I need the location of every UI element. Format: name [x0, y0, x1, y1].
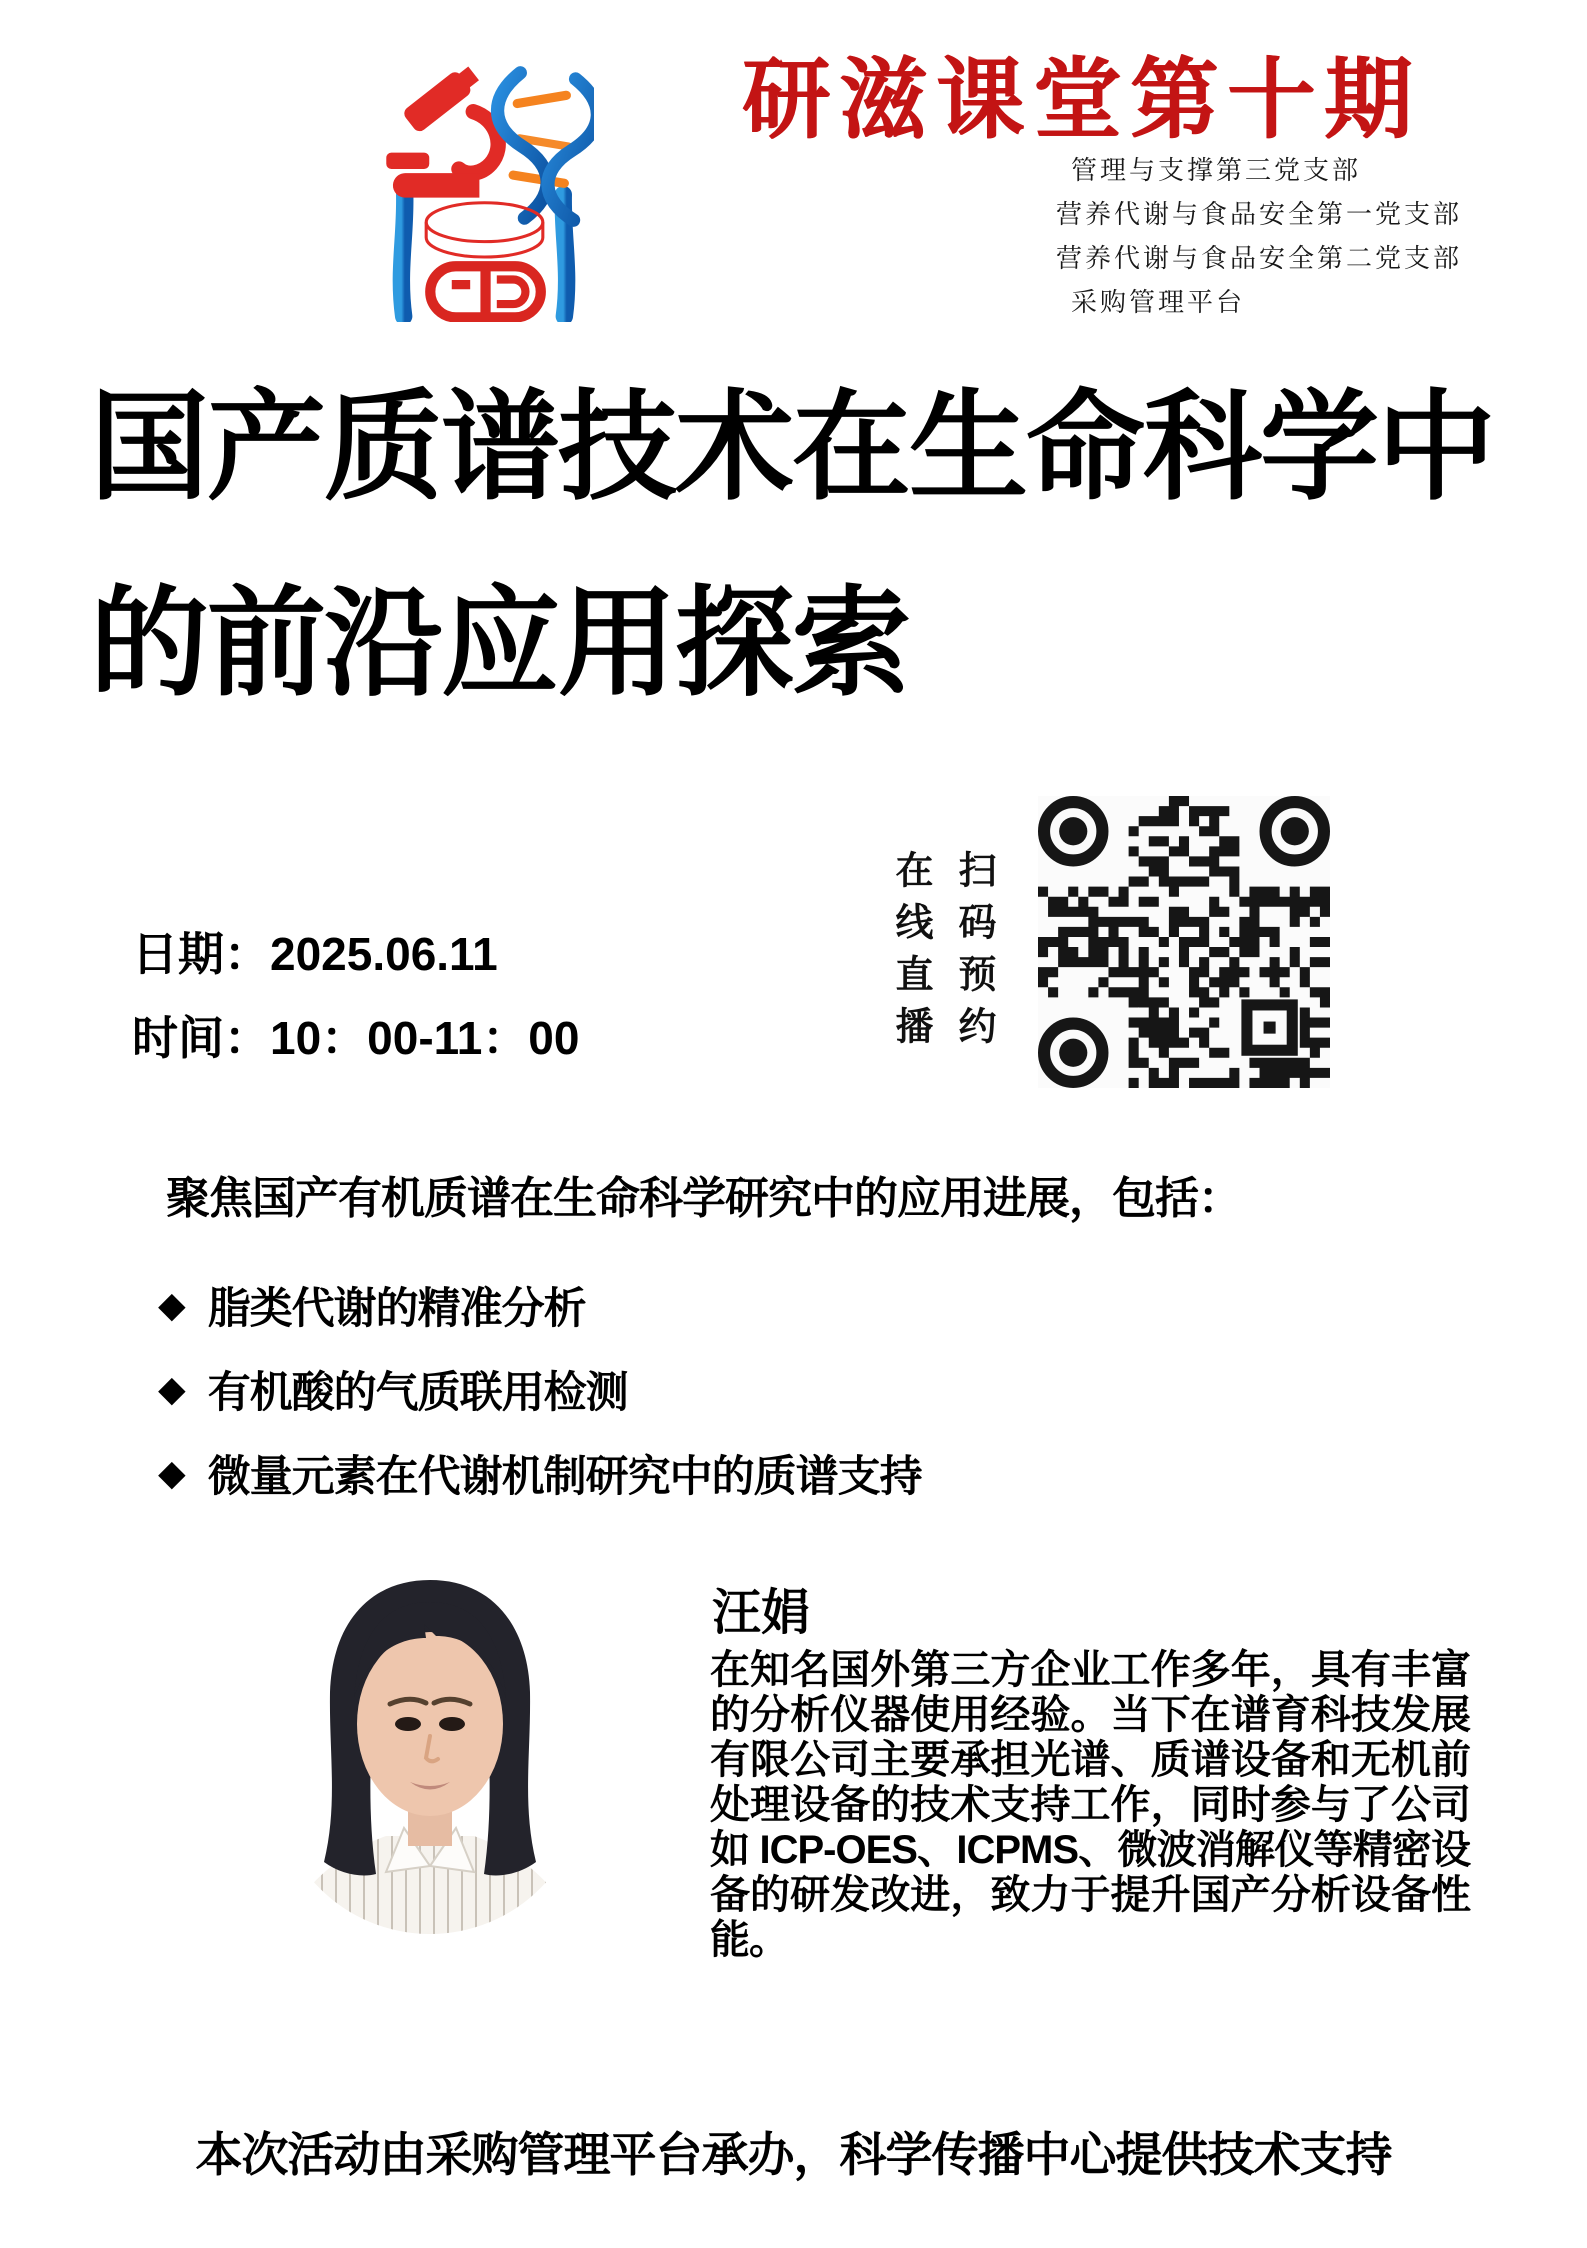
qr-captions: [878, 850, 1004, 1090]
qr-caption-scan: 扫码预约: [952, 850, 994, 1058]
footer-credit: 本次活动由采购管理平台承办，科学传播中心提供技术支持: [195, 2128, 1392, 2181]
poster-title-line2: 的前沿应用探索: [90, 577, 909, 710]
poster-title-line1: 国产质谱技术在生命科学中: [90, 381, 1494, 514]
organizer-item: 营养代谢与食品安全第二党支部: [1056, 243, 1463, 273]
dna-icon: [498, 73, 594, 220]
organizer-item: 营养代谢与食品安全第一党支部: [1056, 199, 1463, 229]
agenda-item: ◆ 微量元素在代谢机制研究中的质谱支持: [158, 1452, 922, 1501]
qr-code-icon: [1038, 796, 1330, 1088]
microscope-icon: [386, 62, 498, 197]
qr-caption-live: 在线直播: [889, 850, 931, 1058]
series-title: 研滋课堂第十期: [742, 47, 1422, 151]
diamond-bullet-icon: ◆: [158, 1368, 186, 1409]
date-value: 2025.06.11: [270, 928, 498, 980]
speaker-name: 汪娟: [712, 1586, 811, 1640]
speaker-bio: 在知名国外第三方企业工作多年，具有丰富的分析仪器使用经验。当下在谱育科技发展有限公司主要承担光谱、质谱设备和无机前处理设备的技术支持工作，同时参与了公司如 ICP-OES、ICPMS、微波消解仪等精密设备的研发改进，致力于提升国产分析设备性能。: [710, 1648, 1470, 1962]
speaker-photo: [274, 1566, 586, 1938]
diamond-bullet-icon: ◆: [158, 1452, 186, 1493]
lab-logo-icon: [374, 60, 594, 322]
agenda-intro: 聚焦国产有机质谱在生命科学研究中的应用进展，包括：: [166, 1174, 1241, 1223]
agenda-list: [158, 1280, 922, 1532]
time-label: 时间：: [132, 1012, 270, 1064]
agenda-item: ◆ 脂类代谢的精准分析: [158, 1284, 586, 1333]
organizer-list: [1056, 148, 1462, 324]
event-date: [132, 918, 498, 984]
agenda-item: ◆ 有机酸的气质联用检测: [158, 1368, 628, 1417]
organizer-item: 管理与支撑第三党支部: [1071, 155, 1362, 185]
diamond-bullet-icon: ◆: [158, 1284, 186, 1325]
capsule-icon: [430, 266, 541, 317]
date-label: 日期：: [132, 928, 270, 980]
event-time: [132, 1002, 579, 1068]
time-value: 10：00-11：00: [270, 1012, 580, 1064]
organizer-item: 采购管理平台: [1071, 287, 1246, 317]
